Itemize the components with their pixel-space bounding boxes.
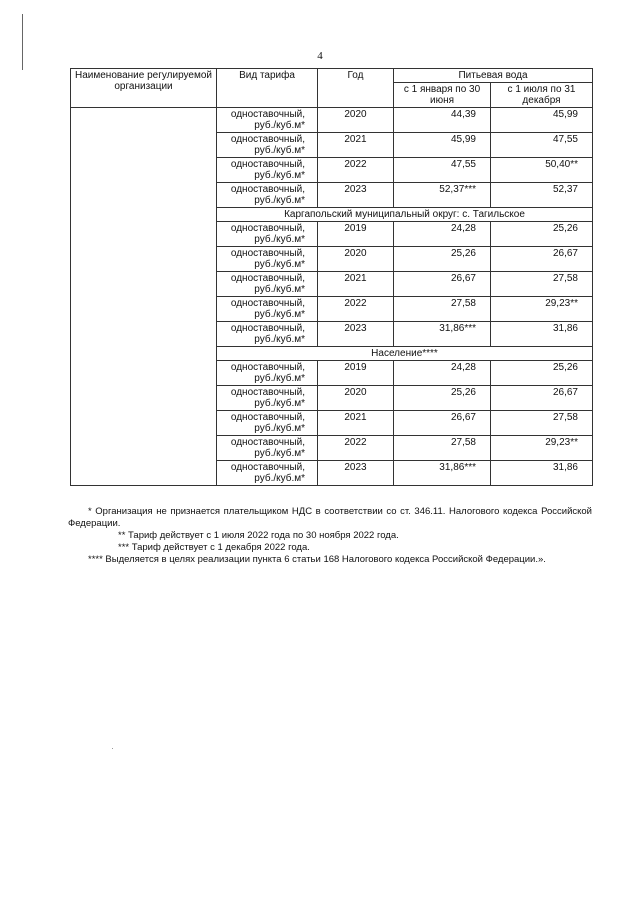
year-cell: 2021 xyxy=(318,272,394,297)
table-row xyxy=(71,108,593,133)
value-period-2-cell: 25,26 xyxy=(491,361,593,386)
value-period-2-cell: 47,55 xyxy=(491,133,593,158)
header-tariff-type: Вид тарифа xyxy=(217,69,318,108)
value-period-2-cell: 31,86 xyxy=(491,461,593,486)
section-heading: Каргапольский муниципальный округ: с. Тагильское xyxy=(217,208,593,222)
year-cell: 2021 xyxy=(318,411,394,436)
tariff-cell: одноставочный, руб./куб.м* xyxy=(217,436,318,461)
year-cell: 2021 xyxy=(318,133,394,158)
section-heading: Население**** xyxy=(217,347,593,361)
table-header-row xyxy=(71,69,593,83)
footnote-2: ** Тариф действует с 1 июля 2022 года по 30 ноября 2022 года. xyxy=(118,530,399,541)
value-period-2-cell: 50,40** xyxy=(491,158,593,183)
tariff-cell: одноставочный, руб./куб.м* xyxy=(217,322,318,347)
year-cell: 2022 xyxy=(318,436,394,461)
value-period-1-cell: 24,28 xyxy=(394,361,491,386)
tariff-cell: одноставочный, руб./куб.м* xyxy=(217,461,318,486)
tariff-cell: одноставочный, руб./куб.м* xyxy=(217,247,318,272)
page-number: 4 xyxy=(317,50,323,62)
year-cell: 2020 xyxy=(318,386,394,411)
tariff-cell: одноставочный, руб./куб.м* xyxy=(217,361,318,386)
header-period-1: с 1 января по 30 июня xyxy=(394,83,491,108)
year-cell: 2023 xyxy=(318,322,394,347)
year-cell: 2019 xyxy=(318,361,394,386)
table-body xyxy=(71,108,593,486)
footnote-4: **** Выделяется в целях реализации пункта 6 статьи 168 Налогового кодекса Российской Федерации.». xyxy=(88,554,546,565)
value-period-1-cell: 27,58 xyxy=(394,436,491,461)
header-water: Питьевая вода xyxy=(394,69,593,83)
value-period-1-cell: 47,55 xyxy=(394,158,491,183)
value-period-1-cell: 44,39 xyxy=(394,108,491,133)
tariff-cell: одноставочный, руб./куб.м* xyxy=(217,272,318,297)
value-period-2-cell: 29,23** xyxy=(491,297,593,322)
year-cell: 2022 xyxy=(318,158,394,183)
tariff-cell: одноставочный, руб./куб.м* xyxy=(217,158,318,183)
footnote-3: *** Тариф действует с 1 декабря 2022 года. xyxy=(118,542,310,553)
value-period-1-cell: 25,26 xyxy=(394,247,491,272)
tariff-cell: одноставочный, руб./куб.м* xyxy=(217,108,318,133)
tariff-table xyxy=(70,68,593,486)
header-year: Год xyxy=(318,69,394,108)
tariff-cell: одноставочный, руб./куб.м* xyxy=(217,183,318,208)
value-period-1-cell: 25,26 xyxy=(394,386,491,411)
tariff-cell: одноставочный, руб./куб.м* xyxy=(217,411,318,436)
header-period-2: с 1 июля по 31 декабря xyxy=(491,83,593,108)
value-period-2-cell: 25,26 xyxy=(491,222,593,247)
footnotes xyxy=(68,506,592,566)
year-cell: 2023 xyxy=(318,183,394,208)
footnote-1: * Организация не признается плательщиком НДС в соответствии со ст. 346.11. Налогового кодекса Российской Федерации. xyxy=(68,506,592,529)
header-org: Наименование регулируемой организации xyxy=(71,69,217,108)
value-period-2-cell: 31,86 xyxy=(491,322,593,347)
year-cell: 2019 xyxy=(318,222,394,247)
value-period-1-cell: 24,28 xyxy=(394,222,491,247)
year-cell: 2020 xyxy=(318,247,394,272)
year-cell: 2023 xyxy=(318,461,394,486)
value-period-1-cell: 45,99 xyxy=(394,133,491,158)
value-period-2-cell: 27,58 xyxy=(491,411,593,436)
speck xyxy=(112,748,113,749)
tariff-cell: одноставочный, руб./куб.м* xyxy=(217,297,318,322)
org-cell xyxy=(71,108,217,486)
value-period-1-cell: 26,67 xyxy=(394,272,491,297)
value-period-1-cell: 26,67 xyxy=(394,411,491,436)
value-period-2-cell: 45,99 xyxy=(491,108,593,133)
tariff-cell: одноставочный, руб./куб.м* xyxy=(217,133,318,158)
year-cell: 2020 xyxy=(318,108,394,133)
value-period-2-cell: 26,67 xyxy=(491,247,593,272)
tariff-cell: одноставочный, руб./куб.м* xyxy=(217,222,318,247)
value-period-1-cell: 31,86*** xyxy=(394,461,491,486)
value-period-2-cell: 29,23** xyxy=(491,436,593,461)
value-period-1-cell: 31,86*** xyxy=(394,322,491,347)
year-cell: 2022 xyxy=(318,297,394,322)
value-period-2-cell: 26,67 xyxy=(491,386,593,411)
tariff-cell: одноставочный, руб./куб.м* xyxy=(217,386,318,411)
value-period-2-cell: 27,58 xyxy=(491,272,593,297)
value-period-1-cell: 27,58 xyxy=(394,297,491,322)
value-period-1-cell: 52,37*** xyxy=(394,183,491,208)
value-period-2-cell: 52,37 xyxy=(491,183,593,208)
